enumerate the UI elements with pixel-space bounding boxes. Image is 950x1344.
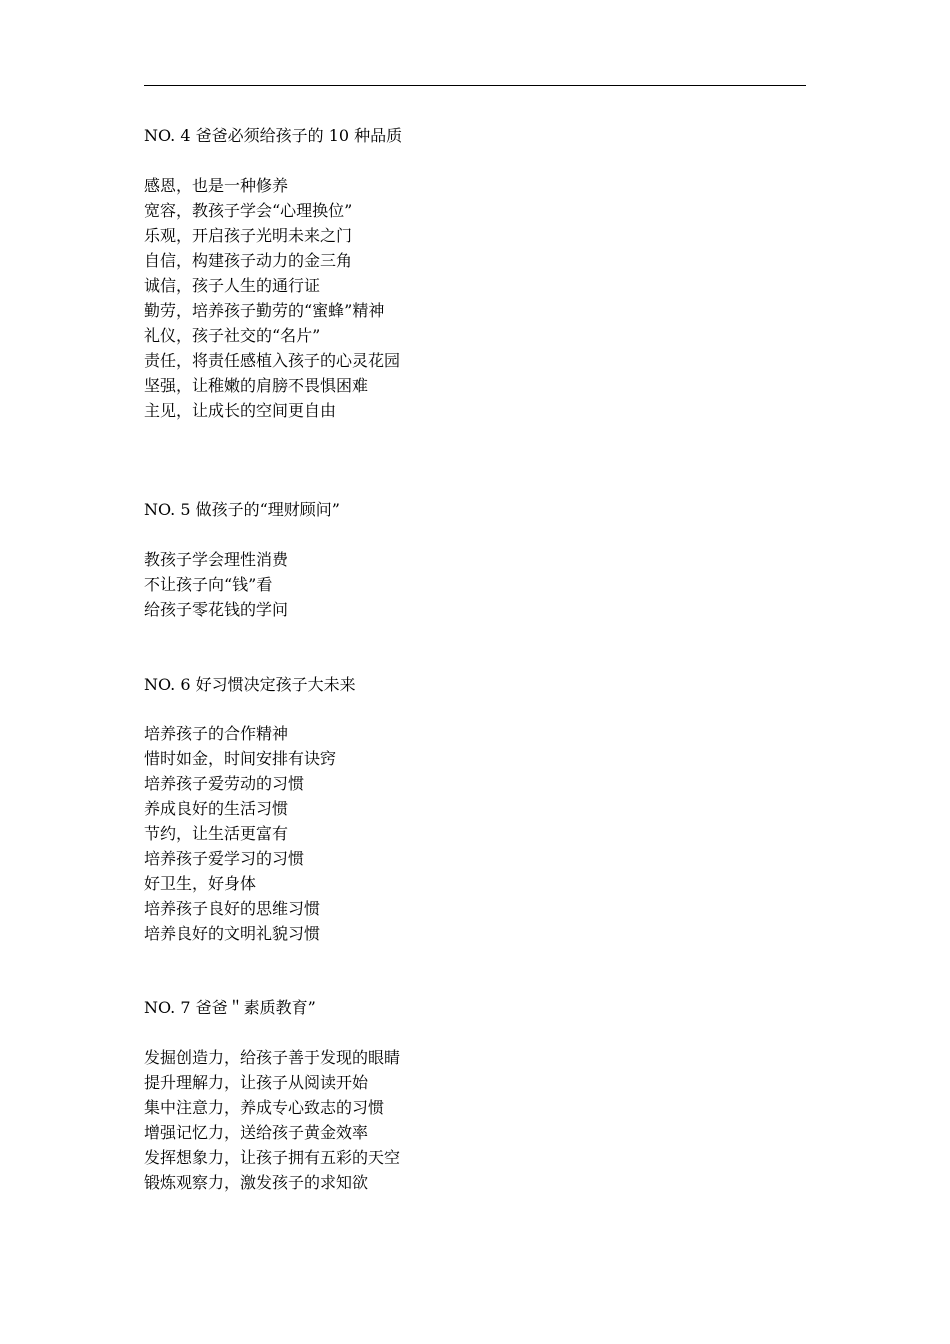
- list-item: 宽容，教孩子学会“心理换位”: [144, 201, 353, 220]
- list-item: 感恩，也是一种修养: [144, 176, 289, 195]
- list-item: 节约，让生活更富有: [144, 824, 289, 843]
- list-item: 培养孩子爱劳动的习惯: [144, 774, 305, 793]
- list-item: 好卫生，好身体: [144, 874, 257, 893]
- list-item: 礼仪，孩子社交的“名片”: [144, 326, 321, 345]
- list-item: 给孩子零花钱的学问: [144, 600, 289, 619]
- list-item: 发挥想象力，让孩子拥有五彩的天空: [144, 1148, 401, 1167]
- list-item: 责任，将责任感植入孩子的心灵花园: [144, 351, 401, 370]
- header-rule: [144, 85, 806, 86]
- list-item: 诚信，孩子人生的通行证: [144, 276, 321, 295]
- list-item: 锻炼观察力，激发孩子的求知欲: [144, 1173, 369, 1192]
- list-item: 发掘创造力，给孩子善于发现的眼睛: [144, 1048, 401, 1067]
- list-item: 培养孩子爱学习的习惯: [144, 849, 305, 868]
- section-heading-no7: NO. 7 爸爸＂素质教育”: [144, 998, 316, 1017]
- list-item: 乐观，开启孩子光明未来之门: [144, 226, 353, 245]
- section-heading-no5: NO. 5 做孩子的“理财顾问”: [144, 500, 340, 519]
- section-heading-no6: NO. 6 好习惯决定孩子大未来: [144, 675, 356, 694]
- list-item: 培养良好的文明礼貌习惯: [144, 924, 321, 943]
- list-item: 养成良好的生活习惯: [144, 799, 289, 818]
- list-item: 培养孩子的合作精神: [144, 724, 289, 743]
- list-item: 惜时如金，时间安排有诀窍: [144, 749, 337, 768]
- list-item: 集中注意力，养成专心致志的习惯: [144, 1098, 385, 1117]
- list-item: 主见，让成长的空间更自由: [144, 401, 337, 420]
- list-item: 勤劳，培养孩子勤劳的“蜜蜂”精神: [144, 301, 385, 320]
- list-item: 培养孩子良好的思维习惯: [144, 899, 321, 918]
- list-item: 自信，构建孩子动力的金三角: [144, 251, 353, 270]
- list-item: 不让孩子向“钱”看: [144, 575, 273, 594]
- list-item: 提升理解力，让孩子从阅读开始: [144, 1073, 369, 1092]
- list-item: 增强记忆力，送给孩子黄金效率: [144, 1123, 369, 1142]
- list-item: 教孩子学会理性消费: [144, 550, 289, 569]
- list-item: 坚强，让稚嫩的肩膀不畏惧困难: [144, 376, 369, 395]
- section-heading-no4: NO. 4 爸爸必须给孩子的 10 种品质: [144, 126, 403, 145]
